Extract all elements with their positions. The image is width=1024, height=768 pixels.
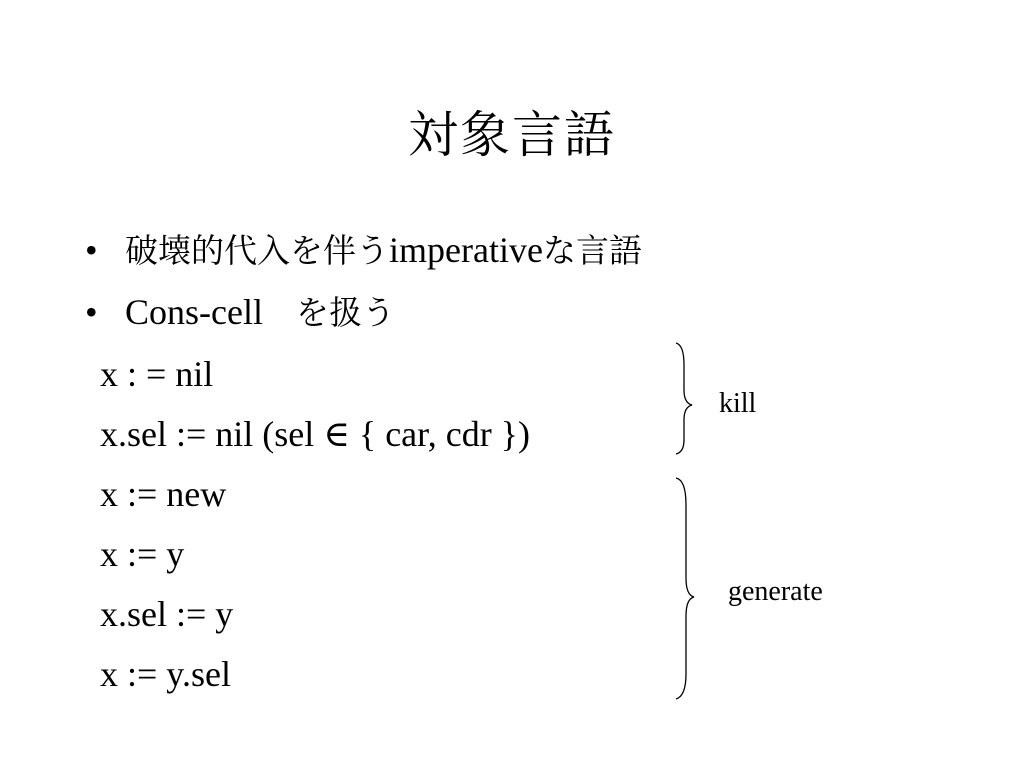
statement-assign-var: x := y <box>100 534 185 574</box>
bullet-text-jp-handle: を扱う <box>295 293 395 332</box>
bullet-text-cons-cell: Cons-cell <box>125 292 272 332</box>
statement-assign-nil: x : = nil <box>100 354 214 394</box>
statement-field-assign-nil: x.sel := nil (sel ∈ { car, cdr }) <box>100 414 530 454</box>
slide-title: 対象言語 <box>408 106 616 164</box>
bullet-item-imperative-language <box>85 228 642 273</box>
bullet-text-jp-suffix: な言語 <box>542 231 642 270</box>
bullet-item-cons-cell <box>85 290 395 335</box>
kill-brace <box>676 343 692 454</box>
generate-label: generate <box>728 576 823 607</box>
generate-brace <box>676 478 694 699</box>
statement-assign-new: x := new <box>100 474 227 514</box>
bullet-marker: • <box>85 292 98 332</box>
statement-assign-field: x := y.sel <box>100 654 231 694</box>
kill-label: kill <box>719 388 757 419</box>
bullet-text-jp-prefix: 破壊的代入を伴う <box>125 231 389 270</box>
bullet-marker: • <box>85 230 98 270</box>
statement-field-assign-var: x.sel := y <box>100 594 234 634</box>
bullet-text-imperative: imperative <box>389 230 543 270</box>
